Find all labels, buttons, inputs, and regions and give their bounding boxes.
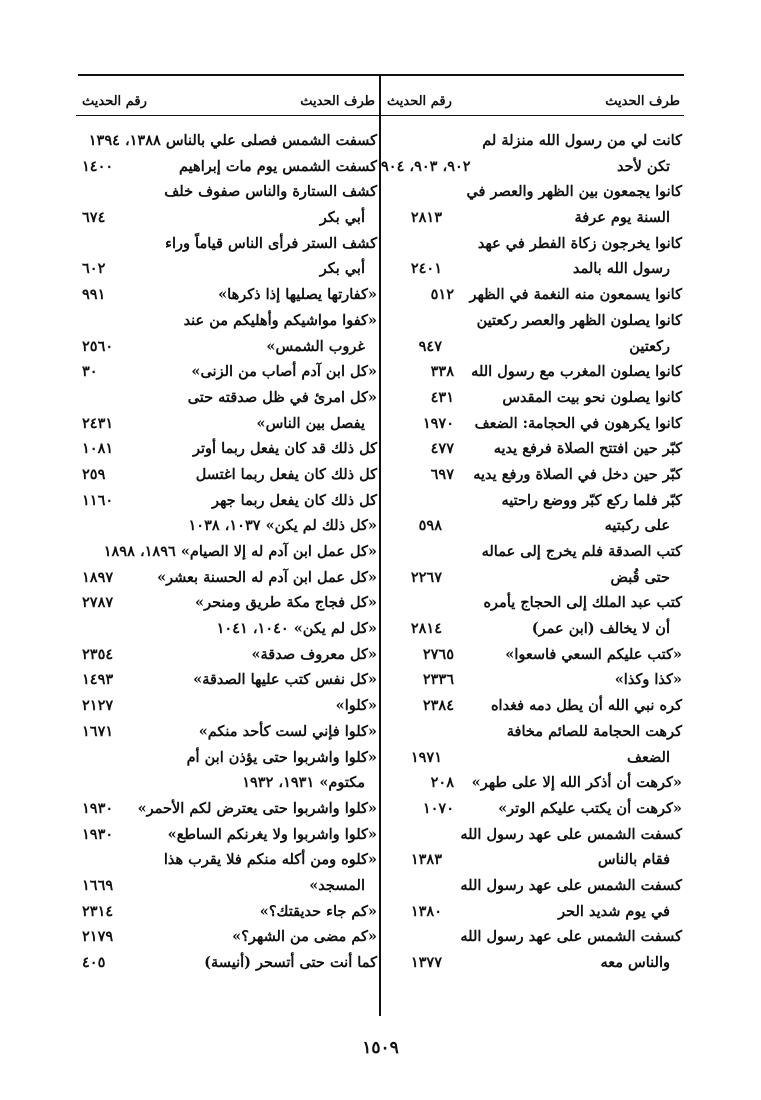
hadith-number: ٢٣١٤	[82, 902, 114, 920]
hadith-text: «كلوا واشربوا حتى يؤذن ابن أم	[186, 748, 377, 766]
index-entry-row	[381, 462, 684, 488]
hadith-text: «كل عمل ابن آدم له إلا الصيام» ١٨٩٦، ١٨٩٨	[103, 543, 377, 560]
hadith-number	[381, 873, 460, 899]
hadith-number: ٢٣٣٦	[422, 671, 454, 689]
index-entry-row	[381, 590, 684, 616]
hadith-number: ٦٩٧	[430, 465, 454, 483]
hadith-text: كانت لي من رسول الله منزلة لم	[482, 132, 682, 149]
index-entry-row	[381, 693, 684, 719]
hadith-number	[76, 616, 155, 642]
index-entry-row	[76, 411, 379, 437]
hadith-text: كانوا يصلون الظهر والعصر ركعتين	[476, 311, 682, 329]
index-entry-row	[381, 436, 684, 462]
index-entry-row	[76, 796, 379, 822]
hadith-number: ٩٠٢، ٩٠٣، ٩٠٤	[381, 157, 471, 175]
index-entry-row	[76, 899, 379, 925]
hadith-text: «كفوا مواشيكم وأهليكم من عند	[183, 311, 377, 329]
hadith-number: ٢١٧٩	[82, 928, 114, 946]
index-entry-row	[76, 256, 379, 282]
index-entry-row	[76, 359, 379, 385]
hadith-number	[381, 924, 460, 950]
index-entry-row	[381, 128, 684, 154]
index-entry-row	[76, 719, 379, 745]
hadith-number: ٩٩١	[82, 286, 106, 304]
hadith-number: ٦٠٢	[82, 260, 106, 278]
hadith-text: «كرهت أن يكتب عليكم الوتر»	[498, 799, 682, 817]
hadith-number: ١٣٨٠	[410, 902, 442, 920]
left-column-rows	[76, 116, 379, 976]
hadith-text: رسول الله بالمد	[572, 260, 670, 278]
hadith-text: «كل ابن آدم أصاب من الزنى»	[191, 363, 377, 381]
hadith-text: الضعف	[626, 748, 670, 766]
left-column-header	[76, 76, 379, 116]
index-entry-row	[381, 899, 684, 925]
hadith-number: ٤٠٥	[82, 954, 106, 971]
hadith-text: يفصل بين الناس»	[256, 414, 365, 432]
index-entry-row	[381, 359, 684, 385]
index-entry-row	[381, 667, 684, 693]
index-entry-row	[381, 179, 684, 205]
index-entry-row	[381, 256, 684, 282]
hadith-text: والناس معه	[600, 954, 670, 971]
hadith-text: «كل ذلك لم يكن» ١٠٣٧، ١٠٣٨	[188, 517, 377, 535]
hadith-text: المسجد»	[309, 876, 365, 894]
columns	[78, 76, 684, 1016]
hadith-text: غروب الشمس»	[266, 337, 365, 355]
hadith-number: ١٩٧٠	[422, 414, 454, 432]
hadith-text: كتب الصدقة فلم يخرج إلى عماله	[481, 543, 682, 560]
hadith-text: كانوا يصلون المغرب مع رسول الله	[471, 363, 682, 381]
hadith-text: «كلوا»	[335, 697, 377, 715]
index-entry-row	[76, 462, 379, 488]
hadith-number	[76, 745, 155, 771]
index-entry-row	[76, 128, 379, 154]
index-entry-row	[76, 385, 379, 411]
hadith-number	[76, 179, 155, 205]
hadith-text: «كم جاء حديقتك؟»	[259, 902, 377, 920]
hadith-number	[381, 719, 460, 745]
hadith-number: ١٩٣٠	[82, 799, 114, 817]
hadith-number	[76, 539, 155, 565]
hadith-number	[381, 590, 460, 616]
hadith-text: حتى قُبض	[610, 568, 670, 586]
hadith-number: ٢٢٦٧	[410, 568, 442, 586]
hadith-text: فقام بالناس	[597, 851, 670, 869]
index-entry-row	[381, 488, 684, 514]
index-entry-row	[381, 924, 684, 950]
hadith-number: ٥٩٨	[418, 517, 442, 535]
hadith-number	[76, 513, 155, 539]
hadith-text: كتب عبد الملك إلى الحجاج يأمره	[483, 594, 682, 612]
hadith-text: على ركبتيه	[604, 517, 670, 535]
hadith-text: في يوم شديد الحر	[558, 902, 670, 920]
hadith-number	[76, 128, 155, 154]
hadith-text: أبي بكر	[319, 260, 365, 278]
right-column-rows	[381, 116, 684, 976]
index-entry-row	[76, 822, 379, 848]
index-entry-row	[381, 796, 684, 822]
hadith-text: «كلوا واشربوا ولا يغرنكم الساطع»	[167, 825, 377, 843]
hadith-text: كشف الستر فرأى الناس قياماً وراء	[165, 234, 377, 252]
hadith-text: «كل نفس كتب عليها الصدقة»	[193, 671, 377, 689]
hadith-text: «كل عمل ابن آدم له الحسنة بعشر»	[157, 568, 377, 586]
hadith-text: كانوا يصلون نحو بيت المقدس	[502, 388, 682, 406]
hadith-text: «كل فجاج مكة طريق ومنحر»	[195, 594, 377, 612]
hadith-number: ٢٧٦٥	[422, 645, 454, 663]
hadith-text: كل ذلك قد كان يفعل ربما أوتر	[192, 440, 377, 458]
index-entry-row	[76, 539, 379, 565]
hadith-number: ٢٨١٣	[410, 209, 442, 227]
hadith-number: ١٦٦٩	[82, 876, 114, 894]
right-column-header	[381, 76, 684, 116]
hadith-text: كسفت الشمس فصلى علي بالناس ١٣٨٨، ١٣٩٤	[88, 132, 377, 149]
hadith-number: ٣٠	[82, 363, 98, 381]
index-entry-row	[76, 513, 379, 539]
header-hadith-text: طرف الحديث	[605, 94, 680, 109]
hadith-number: ١٣٨٣	[410, 851, 442, 869]
header-hadith-number: رقم الحديث	[387, 94, 452, 109]
hadith-number	[76, 770, 143, 796]
index-entry-row	[76, 231, 379, 257]
hadith-text: «كل لم يكن» ١٠٤٠، ١٠٤١	[216, 620, 377, 638]
hadith-number	[381, 128, 460, 154]
index-entry-row	[381, 873, 684, 899]
index-entry-row	[76, 488, 379, 514]
hadith-number: ٤٧٧	[430, 440, 454, 458]
hadith-number: ١٠٧٠	[422, 799, 454, 817]
hadith-text: كبّر حين دخل في الصلاة ورفع يديه	[473, 465, 682, 483]
index-entry-row	[76, 154, 379, 180]
hadith-text: كانوا يكرهون في الحجامة: الضعف	[474, 414, 682, 432]
index-entry-row	[76, 179, 379, 205]
hadith-number	[381, 231, 460, 257]
index-entry-row	[76, 436, 379, 462]
hadith-text: كما أنت حتى أتسحر (أنيسة)	[204, 954, 377, 971]
index-entry-row	[76, 847, 379, 873]
hadith-text: «كل معروف صدقة»	[251, 645, 377, 663]
index-entry-row	[76, 873, 379, 899]
hadith-number	[381, 308, 460, 334]
index-entry-row	[76, 950, 379, 976]
hadith-text: كسفت الشمس على عهد رسول الله	[460, 928, 682, 946]
hadith-number: ٣٣٨	[430, 363, 454, 381]
hadith-text: كسفت الشمس على عهد رسول الله	[460, 876, 682, 894]
index-entry-row	[76, 745, 379, 771]
header-hadith-number: رقم الحديث	[82, 94, 147, 109]
hadith-number	[381, 179, 460, 205]
hadith-number: ٩٤٧	[418, 337, 442, 355]
hadith-text: «كل امرئ في ظل صدقته حتى	[187, 388, 377, 406]
hadith-number: ١٣٧٧	[410, 954, 442, 971]
index-entry-row	[76, 642, 379, 668]
hadith-number	[76, 385, 155, 411]
hadith-number: ٢٥٦٠	[82, 337, 114, 355]
hadith-number: ١٦٧١	[82, 722, 114, 740]
hadith-number: ٢٤٣١	[82, 414, 114, 432]
hadith-text: «كم مضى من الشهر؟»	[232, 928, 377, 946]
index-entry-row	[76, 770, 379, 796]
index-entry-row	[76, 282, 379, 308]
hadith-text: ركعتين	[629, 337, 670, 355]
index-entry-row	[381, 616, 684, 642]
hadith-number: ٢٨١٤	[410, 620, 442, 638]
hadith-number	[76, 847, 155, 873]
hadith-number: ١٠٨١	[82, 440, 114, 458]
hadith-number: ٢٧٨٧	[82, 594, 114, 612]
index-entry-row	[381, 642, 684, 668]
hadith-number: ٢٤٠١	[410, 260, 442, 278]
hadith-text: كسفت الشمس يوم مات إبراهيم	[179, 157, 377, 175]
hadith-number: ٢٣٨٤	[422, 697, 454, 715]
index-entry-row	[381, 539, 684, 565]
left-column	[76, 76, 379, 1016]
hadith-number: ٦٧٤	[82, 209, 106, 227]
index-entry-row	[76, 924, 379, 950]
hadith-text: «كلوا فإني لست كأحد منكم»	[198, 722, 377, 740]
index-entry-row	[76, 308, 379, 334]
hadith-text: كل ذلك كان يفعل ربما جهر	[211, 491, 377, 509]
hadith-number	[381, 488, 460, 514]
index-entry-row	[381, 745, 684, 771]
hadith-number: ١٩٣٠	[82, 825, 114, 843]
hadith-number	[76, 231, 155, 257]
hadith-text: كانوا يجمعون بين الظهر والعصر في	[466, 183, 682, 201]
index-entry-row	[76, 334, 379, 360]
hadith-text: كشف الستارة والناس صفوف خلف	[164, 183, 377, 201]
hadith-text: أبي بكر	[319, 209, 365, 227]
index-entry-row	[381, 205, 684, 231]
index-entry-row	[381, 411, 684, 437]
index-entry-row	[76, 616, 379, 642]
hadith-text: «كتب عليكم السعي فاسعوا»	[505, 645, 682, 663]
right-column	[379, 76, 684, 1016]
hadith-text: كل ذلك كان يفعل ربما اغتسل	[195, 465, 377, 483]
index-entry-row	[381, 231, 684, 257]
hadith-number: ٢٠٨	[430, 774, 454, 792]
hadith-number: ١٨٩٧	[82, 568, 114, 586]
hadith-number: ٢١٢٧	[82, 697, 114, 715]
index-page	[78, 74, 684, 1016]
hadith-text: «كفارتها يصليها إذا ذكرها»	[218, 286, 377, 304]
hadith-text: السنة يوم عرفة	[574, 209, 670, 227]
index-entry-row	[381, 282, 684, 308]
hadith-number: ٥١٢	[430, 286, 454, 304]
hadith-number: ٢٣٥٤	[82, 645, 114, 663]
index-entry-row	[381, 950, 684, 976]
index-entry-row	[381, 770, 684, 796]
hadith-text: «كلوا واشربوا حتى يعترض لكم الأحمر»	[137, 799, 377, 817]
hadith-number: ٢٥٩	[82, 465, 106, 483]
hadith-number: ١١٦٠	[82, 491, 114, 509]
index-entry-row	[76, 693, 379, 719]
hadith-text: كرهت الحجامة للصائم مخافة	[506, 722, 682, 740]
index-entry-row	[76, 590, 379, 616]
hadith-text: كسفت الشمس على عهد رسول الله	[460, 825, 682, 843]
hadith-text: كانوا يسمعون منه النغمة في الظهر	[469, 286, 682, 304]
index-entry-row	[381, 154, 684, 180]
hadith-text: كانوا يخرجون زكاة الفطر في عهد	[477, 234, 682, 252]
index-entry-row	[381, 719, 684, 745]
hadith-text: كره نبي الله أن يطل دمه فغداه	[490, 697, 682, 715]
index-entry-row	[381, 822, 684, 848]
hadith-text: «كلوه ومن أكله منكم فلا يقرب هذا	[163, 851, 377, 869]
index-entry-row	[76, 565, 379, 591]
hadith-number: ١٤٠٠	[82, 157, 114, 175]
page-number: ١٥٠٩	[362, 1038, 399, 1058]
index-entry-row	[381, 513, 684, 539]
hadith-text: مكتوم» ١٩٣١، ١٩٣٢	[242, 774, 365, 792]
hadith-text: كبّر فلما ركع كبّر ووضع راحتيه	[501, 491, 682, 509]
index-entry-row	[76, 205, 379, 231]
index-entry-row	[381, 385, 684, 411]
hadith-text: «كذا وكذا»	[614, 671, 682, 689]
hadith-text: «كرهت أن أذكر الله إلا على طهر»	[471, 774, 682, 792]
index-entry-row	[381, 308, 684, 334]
header-hadith-text: طرف الحديث	[300, 94, 375, 109]
index-entry-row	[381, 847, 684, 873]
index-entry-row	[381, 334, 684, 360]
index-entry-row	[76, 667, 379, 693]
hadith-number	[76, 308, 155, 334]
hadith-number: ١٩٧١	[410, 748, 442, 766]
hadith-text: كبّر حين افتتح الصلاة فرفع يديه	[493, 440, 682, 458]
hadith-number: ١٤٩٣	[82, 671, 114, 689]
hadith-text: تكن لأحد	[617, 157, 670, 175]
index-entry-row	[381, 565, 684, 591]
hadith-number	[381, 539, 460, 565]
hadith-text: أن لا يخالف (ابن عمر)	[531, 620, 670, 638]
hadith-number	[381, 822, 460, 848]
hadith-number: ٤٣١	[430, 388, 454, 406]
